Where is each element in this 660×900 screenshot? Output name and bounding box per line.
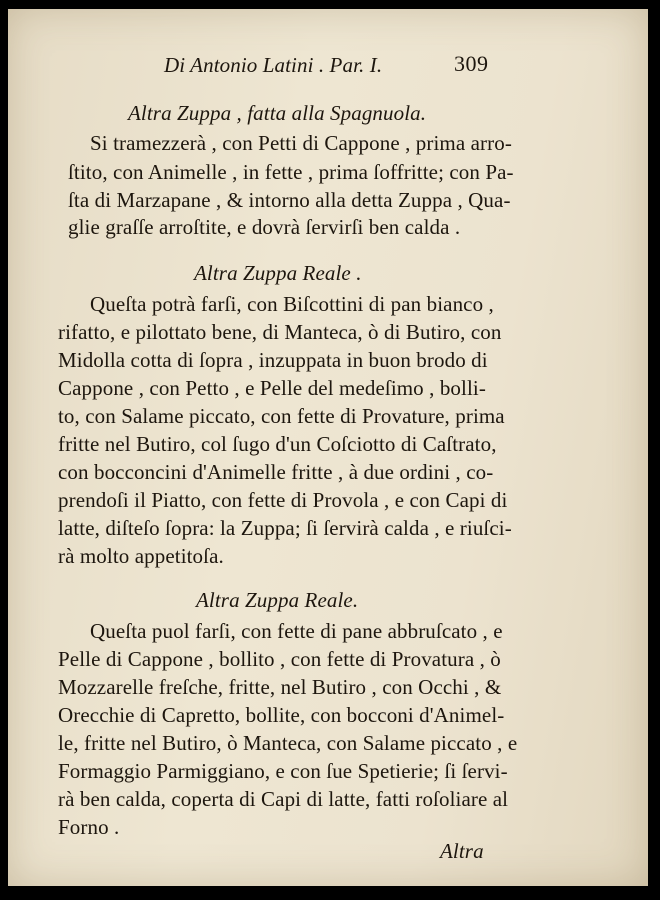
text-line: Midolla cotta di ſopra , inzuppata in buon brodo di — [58, 348, 488, 372]
text-line: Queſta puol farſi, con fette di pane abbruſcato , e — [90, 619, 503, 643]
section-heading: Altra Zuppa Reale. — [196, 588, 359, 612]
section-heading: Altra Zuppa , fatta alla Spagnuola. — [128, 101, 427, 125]
text-line: glie graſſe arroſtite, e dovrà ſervirſi ben calda . — [68, 215, 461, 239]
catchword: Altra — [440, 839, 484, 863]
running-title: Di Antonio Latini . Par. I. — [164, 53, 383, 77]
section-heading: Altra Zuppa Reale . — [194, 261, 362, 285]
text-line: rà ben calda, coperta di Capi di latte, fatti roſoliare al — [58, 787, 509, 811]
text-line: ſtito, con Animelle , in fette , prima ſoffritte; con Pa- — [68, 160, 514, 184]
text-line: prendoſi il Piatto, con fette di Provola , e con Capi di — [58, 488, 508, 512]
page-number: 309 — [454, 51, 489, 76]
text-line: con bocconcini d'Animelle fritte , à due ordini , co- — [58, 460, 494, 484]
text-line: ſta di Marzapane , & intorno alla detta Zuppa , Qua- — [68, 188, 511, 212]
text-line: Formaggio Parmiggiano, e con ſue Spetierie; ſi ſervi- — [58, 759, 508, 783]
text-line: Cappone , con Petto , e Pelle del medeſimo , bolli- — [58, 376, 486, 400]
text-line: fritte nel Butiro, col ſugo d'un Coſciotto di Caſtrato, — [58, 432, 497, 456]
text-line: Si tramezzerà , con Petti di Cappone , prima arro- — [90, 131, 512, 155]
text-line: Orecchie di Capretto, bollite, con bocconi d'Animel- — [58, 703, 505, 727]
text-line: Queſta potrà farſi, con Biſcottini di pan bianco , — [90, 292, 494, 316]
text-line: Mozzarelle freſche, fritte, nel Butiro , con Occhi , & — [58, 675, 502, 699]
text-line: rà molto appetitoſa. — [58, 544, 224, 568]
book-page — [8, 9, 648, 886]
text-line: rifatto, e pilottato bene, di Manteca, ò di Butiro, con — [58, 320, 502, 344]
text-line: Pelle di Cappone , bollito , con fette di Provatura , ò — [58, 647, 501, 671]
text-line: Forno . — [58, 815, 120, 839]
text-line: latte, diſteſo ſopra: la Zuppa; ſi ſervirà calda , e riuſci- — [58, 516, 512, 540]
text-line: to, con Salame piccato, con fette di Provature, prima — [58, 404, 505, 428]
text-line: le, fritte nel Butiro, ò Manteca, con Salame piccato , e — [58, 731, 518, 755]
